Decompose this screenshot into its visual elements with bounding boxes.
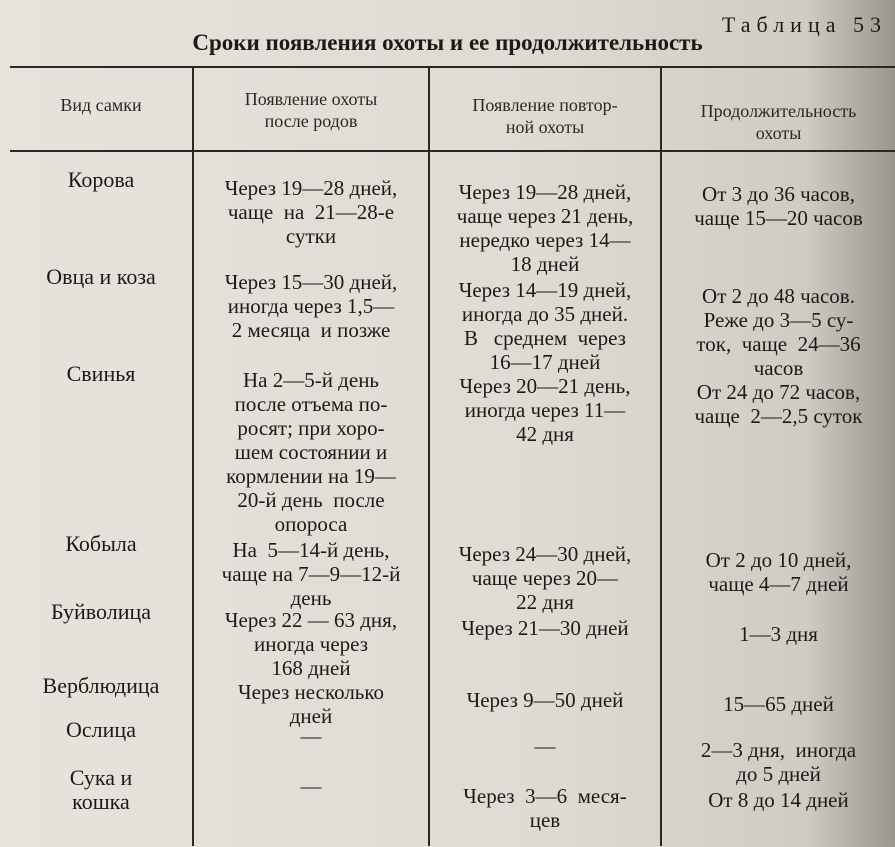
row-repeat: Через 19—28 дней, чаще через 21 день, нередко через 14— 18 дней — [456, 180, 634, 276]
table-top-rule — [10, 66, 895, 68]
row-animal: Кобыла — [65, 531, 137, 556]
row-repeat: Через 14—19 дней, иногда до 35 дней. В среднем через 16—17 дней — [458, 278, 632, 374]
row-animal: Верблюдица — [42, 673, 160, 698]
row-animal: Овца и коза — [46, 264, 156, 289]
row-duration: От 8 до 14 дней — [708, 788, 849, 812]
row-animal: Свинья — [66, 361, 136, 386]
header-species: Вид самки — [60, 95, 142, 115]
row-animal: Корова — [67, 167, 135, 192]
header-repeat: Появление повтор- ной охоты — [472, 95, 618, 137]
row-after-birth: Через 22 — 63 дня, иногда через 168 дней — [224, 608, 398, 680]
row-duration: От 24 до 72 часов, чаще 2—2,5 суток — [694, 380, 863, 428]
row-repeat: Через 9—50 дней — [466, 688, 624, 712]
header-after-birth: Появление охоты после родов — [244, 89, 378, 131]
row-animal: Буйволица — [50, 599, 152, 624]
row-repeat: Через 20—21 день, иногда через 11— 42 дня — [459, 374, 631, 446]
row-duration: От 2 до 10 дней, чаще 4—7 дней — [705, 548, 852, 596]
row-after-birth: — — [300, 724, 322, 748]
row-duration: 1—3 дня — [739, 622, 818, 646]
row-repeat: Через 3—6 меся- цев — [463, 784, 627, 832]
row-animal: Сука и кошка — [69, 765, 133, 814]
row-repeat: Через 21—30 дней — [461, 616, 629, 640]
table-title: Сроки появления охоты и ее продолжительность — [192, 30, 703, 55]
row-after-birth: На 2—5-й день после отъема по- росят; при хоро- шем состоянии и кормлении на 19— 20-й день после опороса — [226, 368, 396, 536]
row-duration: От 3 до 36 часов, чаще 15—20 часов — [694, 182, 863, 230]
row-repeat: — — [534, 734, 556, 758]
row-after-birth: — — [300, 774, 322, 798]
row-animal: Ослица — [66, 717, 136, 742]
row-after-birth: Через 15—30 дней, иногда через 1,5— 2 месяца и позже — [224, 270, 398, 342]
row-duration: 15—65 дней — [723, 692, 834, 716]
row-duration: От 2 до 48 часов. Реже до 3—5 су- ток, чаще 24—36 часов — [696, 284, 861, 380]
row-duration: 2—3 дня, иногда до 5 дней — [700, 738, 857, 786]
row-repeat: Через 24—30 дней, чаще через 20— 22 дня — [458, 542, 632, 614]
row-after-birth: На 5—14-й день, чаще на 7—9—12-й день — [221, 538, 401, 610]
header-duration: Продолжительность охоты — [700, 101, 857, 143]
table-number: Таблица 53 — [721, 12, 887, 37]
header-bottom-rule — [10, 150, 895, 152]
row-after-birth: Через 19—28 дней, чаще на 21—28-е сутки — [224, 176, 398, 248]
row-after-birth: Через несколько дней — [237, 680, 385, 728]
